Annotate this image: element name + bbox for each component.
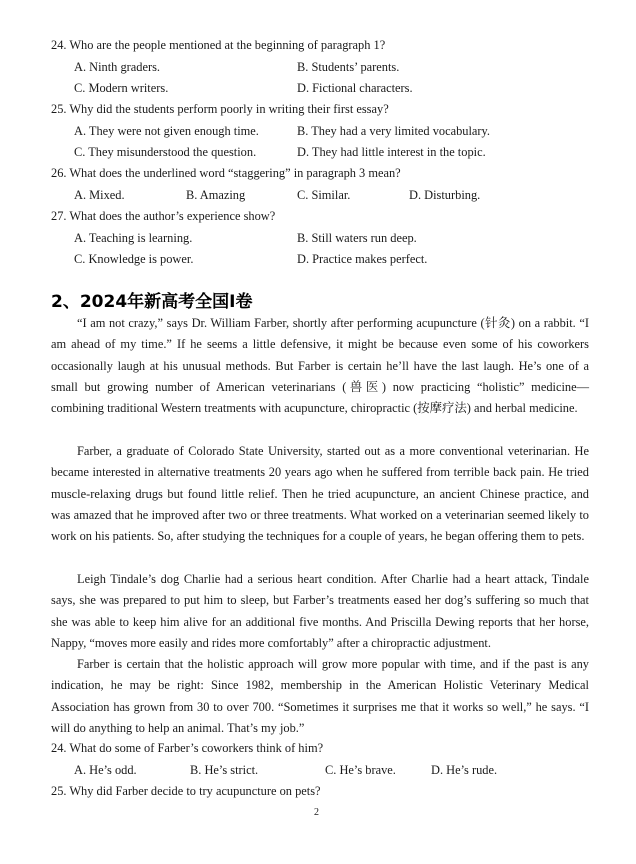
passage-paragraph-4: Farber is certain that the holistic approach will grow more popular with time, and if the past is any indication, he may be right: Since 1982, membership in the American Holistic Veterinary Medical Association has grown from 30 to over 700. “Sometimes it surprises me that it works so well,” he says. “I will do anything to help an animal. That’s my job.” [51,657,589,736]
question-stem: 24. What do some of Farber’s coworkers think of him? [51,741,324,755]
question-stem: 27. What does the author’s experience show? [51,209,276,223]
option-c: C. He’s brave. [325,763,396,777]
page-number: 2 [314,807,319,818]
question-stem: 24. Who are the people mentioned at the beginning of paragraph 1? [51,38,386,52]
passage-paragraph-2: Farber, a graduate of Colorado State University, started out as a more conventional veterinarian. He became interested in alternative treatments 20 years ago when he suffered from terrible back pain. He tried muscle-relaxing drugs but found little relief. Then he tried acupuncture, an ancient Chinese practice, and was amazed that he improved after two or three treatments. What worked on a veterinarian seemed likely to work on his patients. So, after studying the techniques for a couple of years, he began offering them to pets. [51,444,589,544]
option-c: C. They misunderstood the question. [74,145,257,159]
option-c: C. Knowledge is power. [74,252,194,266]
option-a: A. Mixed. [74,188,125,202]
option-b: B. He’s strict. [190,763,259,777]
option-d: D. Practice makes perfect. [297,252,428,266]
option-c: C. Modern writers. [74,81,169,95]
option-b: B. Students’ parents. [297,60,400,74]
section-heading: 2、2024年新高考全国I卷 [51,292,253,312]
passage-paragraph-1: “I am not crazy,” says Dr. William Farber, shortly after performing acupuncture (针灸) on a rabbit. “I am ahead of my time.” If he seems a little defensive, it might be because even some of his coworkers occasionally laugh at his unusual methods. But Farber is certain he’ll have the last laugh. He’s one of a small but growing number of American veterinarians (兽医) now practicing “holistic” medicine—combining traditional Western treatments with acupuncture, chiropractic (按摩疗法) and herbal medicine. [51,316,589,416]
question-stem: 26. What does the underlined word “staggering” in paragraph 3 mean? [51,166,401,180]
option-b: B. Amazing [186,188,246,202]
option-d: D. Disturbing. [409,188,481,202]
option-b: B. Still waters run deep. [297,231,417,245]
option-a: A. They were not given enough time. [74,124,259,138]
option-d: D. Fictional characters. [297,81,413,95]
option-b: B. They had a very limited vocabulary. [297,124,491,138]
option-a: A. He’s odd. [74,763,137,777]
option-a: A. Teaching is learning. [74,231,193,245]
question-stem: 25. Why did the students perform poorly in writing their first essay? [51,102,389,116]
option-d: D. They had little interest in the topic. [297,145,486,159]
question-stem: 25. Why did Farber decide to try acupuncture on pets? [51,784,321,798]
option-d: D. He’s rude. [431,763,498,777]
option-c: C. Similar. [297,188,351,202]
passage-paragraph-3: Leigh Tindale’s dog Charlie had a serious heart condition. After Charlie had a heart attack, Tindale says, she was prepared to put him to sleep, but Farber’s treatments eased her dog’s suffering so much that she was able to keep him alive for an additional five months. And Priscilla Dewing reports that her horse, Nappy, “moves more easily and rides more comfortably” after a chiropractic adjustment. [51,572,589,651]
option-a: A. Ninth graders. [74,60,161,74]
